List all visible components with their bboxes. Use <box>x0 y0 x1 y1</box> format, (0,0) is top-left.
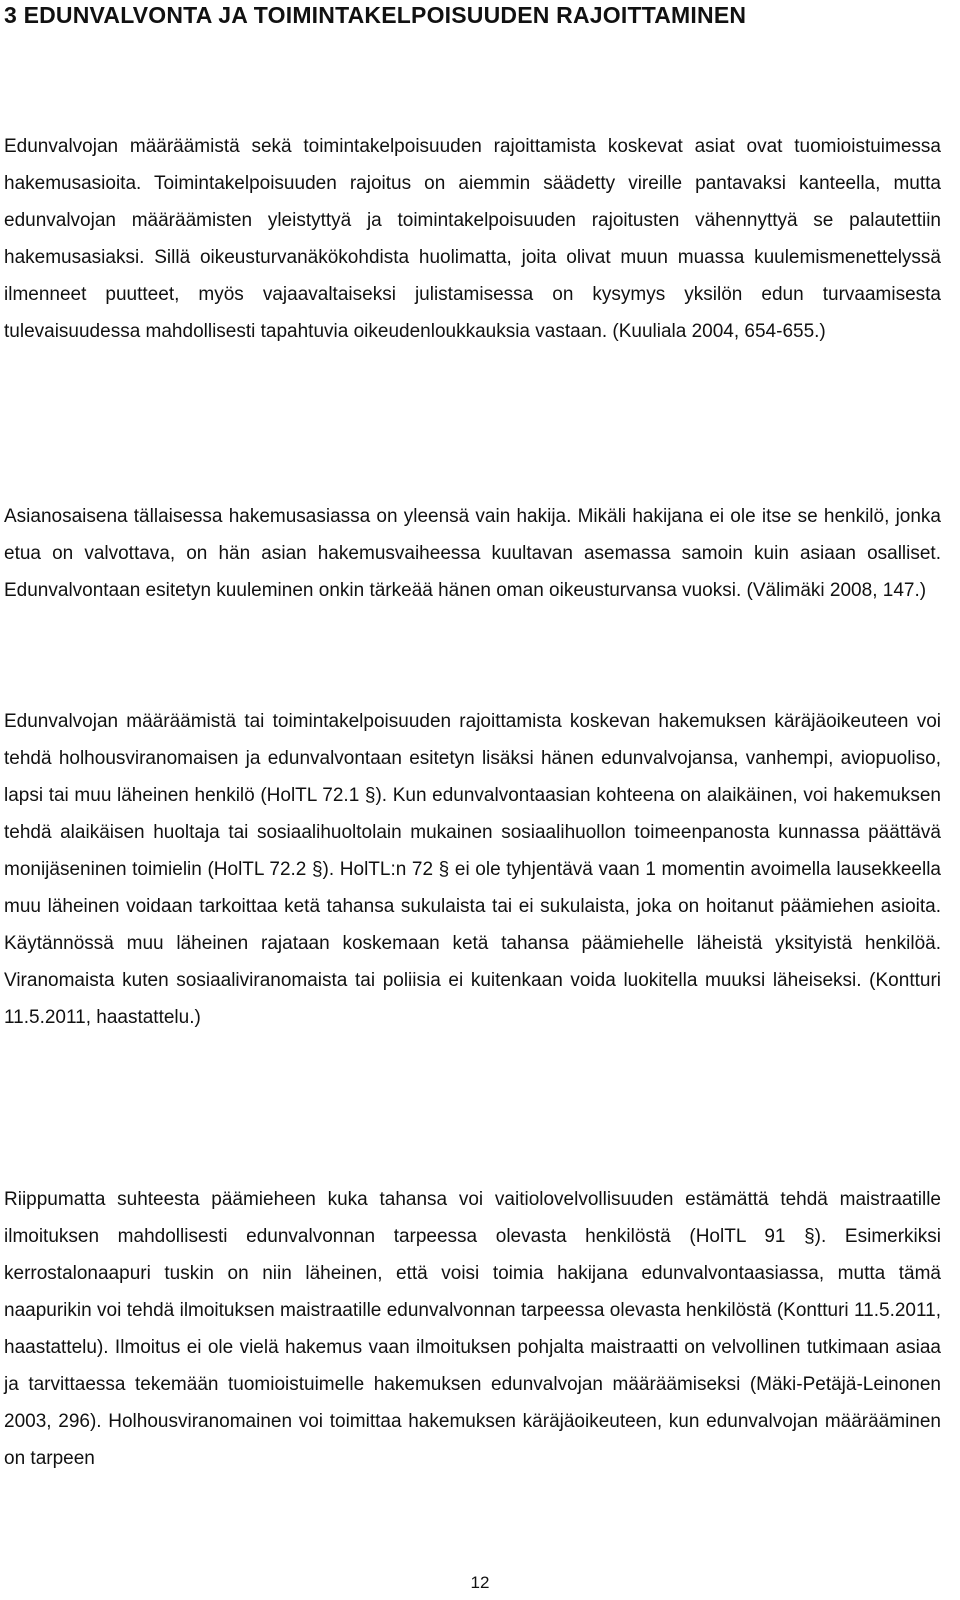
paragraph-3: Edunvalvojan määräämistä tai toimintakelpoisuuden rajoittamista koskevan hakemuksen käräjäoikeuteen voi tehdä holhousviranomaisen ja edunvalvontaan esitetyn lisäksi hänen edunvalvojansa, vanhempi, aviopuoliso, lapsi tai muu läheinen henkilö (HolTL 72.1 §). Kun edunvalvontaasian kohteena on alaikäinen, voi hakemuksen tehdä alaikäisen huoltaja tai sosiaalihuoltolain mukainen sosiaalihuollon toimeenpanosta kunnassa päättävä monijäseninen toimielin (HolTL 72.2 §). HolTL:n 72 § ei ole tyhjentävä vaan 1 momentin avoimella lausekkeella muu läheinen voidaan tarkoittaa ketä tahansa sukulaista tai ei sukulaista, joka on hoitanut päämiehen asioita. Käytännössä muu läheinen rajataan koskemaan ketä tahansa päämiehelle läheistä yksityistä henkilöä. Viranomaista kuten sosiaaliviranomaista tai poliisia ei kuitenkaan voida luokitella muuksi läheiseksi. (Kontturi 11.5.2011, haastattelu.) <box>4 711 941 1028</box>
paragraph-4: Riippumatta suhteesta päämieheen kuka tahansa voi vaitiolovelvollisuuden estämättä tehdä maistraatille ilmoituksen mahdollisesti edunvalvonnan tarpeessa olevasta henkilöstä (HolTL 91 §). Esimerkiksi kerrostalonaapuri tuskin on niin läheinen, että voisi toimia hakijana edunvalvontaasiassa, mutta tämä naapurikin voi tehdä ilmoituksen maistraatille edunvalvonnan tarpeessa olevasta henkilöstä (Kontturi 11.5.2011, haastattelu). Ilmoitus ei ole vielä hakemus vaan ilmoituksen pohjalta maistraatti on velvollinen tutkimaan asiaa ja tarvittaessa tekemään tuomioistuimelle hakemuksen edunvalvojan määräämiseksi (Mäki-Petäjä-Leinonen 2003, 296). Holhousviranomainen voi toimittaa hakemuksen käräjäoikeuteen, kun edunvalvojan määrääminen on tarpeen <box>4 1189 941 1469</box>
paragraph-1: Edunvalvojan määräämistä sekä toimintakelpoisuuden rajoittamista koskevat asiat ovat tuomioistuimessa hakemusasioita. Toimintakelpoisuuden rajoitus on aiemmin säädetty vireille pantavaksi kanteella, mutta edunvalvojan määräämisten yleistyttyä ja toimintakelpoisuuden rajoitusten vähennyttyä se palautettiin hakemusasiaksi. Sillä oikeusturvanäkökohdista huolimatta, joita olivat muun muassa kuulemismenettelyssä ilmenneet puutteet, myös vajaavaltaiseksi julistamisessa on kysymys yksilön edun turvaamisesta tulevaisuudessa mahdollisesti tapahtuvia oikeudenloukkauksia vastaan. (Kuuliala 2004, 654-655.) <box>4 136 941 342</box>
paragraph-2: Asianosaisena tällaisessa hakemusasiassa on yleensä vain hakija. Mikäli hakijana ei ole itse se henkilö, jonka etua on valvottava, on hän asian hakemusvaiheessa kuultavan asemassa samoin kuin asiaan osalliset. Edunvalvontaan esitetyn kuuleminen onkin tärkeää hänen oman oikeusturvansa vuoksi. (Välimäki 2008, 147.) <box>4 506 941 601</box>
page-number: 12 <box>470 1573 490 1592</box>
section-heading: 3 EDUNVALVONTA JA TOIMINTAKELPOISUUDEN RAJOITTAMINEN <box>4 2 747 28</box>
